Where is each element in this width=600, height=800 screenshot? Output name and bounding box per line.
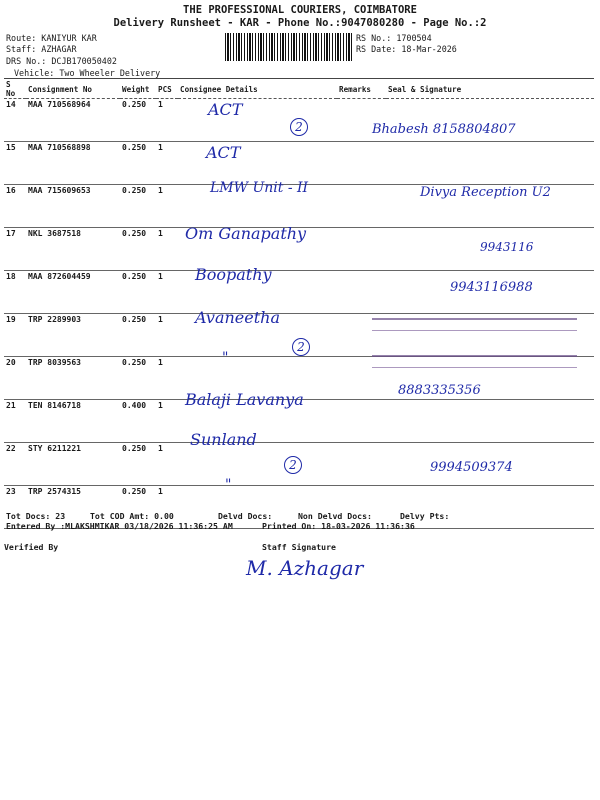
rs-date: RS Date: 18-Mar-2026 [356,44,457,54]
row-sno: 15 [4,142,26,185]
row-remarks [337,185,386,228]
total-cod: Tot COD Amt: 0.00 [90,511,174,521]
barcode [225,33,352,61]
col-sno: S No [4,80,26,99]
row-pcs: 1 [156,99,178,142]
signature-hw-21: 8883335356 [398,383,481,398]
row-consignment-no: MAA 715609653 [26,185,120,228]
signature-hw-23: 9994509374 [430,460,513,475]
entered-by: Entered By :MLAKSHMIKAR 03/18/2026 11:36:25 AM [6,521,233,531]
staff-label: Staff: AZHAGAR [6,44,77,54]
col-consignee: Consignee Details [178,80,337,99]
row-consignee [178,99,337,142]
row-signature [386,142,594,185]
row-sno: 23 [4,486,26,529]
consignee-hw-21: Balaji Lavanya [185,390,304,409]
row-sno: 16 [4,185,26,228]
col-signature: Seal & Signature [386,80,594,99]
runsheet-title: Delivery Runsheet - KAR - Phone No.:9047080280 - Page No.:2 [113,17,487,29]
consignee-hw-20: " [222,350,229,366]
row-sno: 14 [4,99,26,142]
consignee-hw-17: Om Ganapathy [185,224,307,243]
printed-on: Printed On: 18-03-2026 11:36:36 [262,521,415,531]
row-pcs: 1 [156,357,178,400]
row-sno: 18 [4,271,26,314]
delivered-docs: Delvd Docs: [218,511,273,521]
row-pcs: 1 [156,142,178,185]
row-weight: 0.250 [120,99,156,142]
row-weight: 0.250 [120,486,156,529]
consignee-hw-14: ACT [208,100,243,119]
circled-mark: 2 [292,338,310,356]
col-pcs: PCS [156,80,178,99]
row-consignment-no: TRP 2289903 [26,314,120,357]
row-weight: 0.250 [120,314,156,357]
row-consignee [178,142,337,185]
row-pcs: 1 [156,486,178,529]
circled-mark: 2 [290,118,308,136]
consignee-hw-15: ACT [206,143,241,162]
consignee-hw-22: Sunland [190,430,257,449]
row-consignment-no: TRP 8039563 [26,357,120,400]
row-sno: 20 [4,357,26,400]
circled-mark: 2 [284,456,302,474]
signature-hw-14: Bhabesh 8158804807 [372,122,516,137]
row-consignment-no: TEN 8146718 [26,400,120,443]
signature-hw-17: 9943116 [480,240,534,254]
row-weight: 0.400 [120,400,156,443]
row-remarks [337,142,386,185]
row-remarks [337,443,386,486]
non-delivered-docs: Non Delvd Docs: [298,511,372,521]
col-consignment: Consignment No [26,80,120,99]
seal-stamp [372,355,577,368]
staff-signature-label: Staff Signature [262,542,336,552]
row-consignment-no: MAA 710568964 [26,99,120,142]
row-pcs: 1 [156,443,178,486]
header-rule [4,78,594,79]
verified-by: Verified By [4,542,59,552]
signature-hw-16: Divya Reception U2 [420,185,551,200]
row-signature [386,486,594,529]
row-weight: 0.250 [120,142,156,185]
staff-signature: M. Azhagar [246,556,364,580]
row-consignment-no: NKL 3687518 [26,228,120,271]
table-row [4,142,594,185]
row-pcs: 1 [156,185,178,228]
row-remarks [337,271,386,314]
row-consignment-no: STY 6211221 [26,443,120,486]
row-signature [386,400,594,443]
row-pcs: 1 [156,400,178,443]
consignee-hw-19: Avaneetha [195,308,280,327]
row-sno: 17 [4,228,26,271]
row-sno: 21 [4,400,26,443]
delivery-points: Delvy Pts: [400,511,450,521]
route-label: Route: KANIYUR KAR [6,33,97,43]
row-sno: 19 [4,314,26,357]
total-docs: Tot Docs: 23 [6,511,66,521]
consignee-hw-18: Boopathy [195,265,272,284]
company-title: THE PROFESSIONAL COURIERS, COIMBATORE [183,4,417,16]
row-consignment-no: MAA 710568898 [26,142,120,185]
row-weight: 0.250 [120,357,156,400]
table-header-row [4,80,594,99]
row-pcs: 1 [156,228,178,271]
row-weight: 0.250 [120,228,156,271]
row-pcs: 1 [156,271,178,314]
rs-number: RS No.: 1700504 [356,33,432,43]
row-weight: 0.250 [120,271,156,314]
row-weight: 0.250 [120,185,156,228]
consignee-hw-16: LMW Unit - II [210,180,309,196]
row-consignment-no: TRP 2574315 [26,486,120,529]
row-pcs: 1 [156,314,178,357]
row-consignment-no: MAA 872604459 [26,271,120,314]
row-sno: 22 [4,443,26,486]
col-weight: Weight [120,80,156,99]
row-weight: 0.250 [120,443,156,486]
signature-hw-18: 9943116988 [450,280,533,295]
col-remarks: Remarks [337,80,386,99]
row-remarks [337,400,386,443]
seal-stamp [372,318,577,331]
consignee-hw-23: " [225,477,232,493]
row-remarks [337,228,386,271]
vehicle-label: Vehicle: Two Wheeler Delivery [14,68,161,78]
drs-number: DRS No.: DCJB170050402 [6,56,117,66]
